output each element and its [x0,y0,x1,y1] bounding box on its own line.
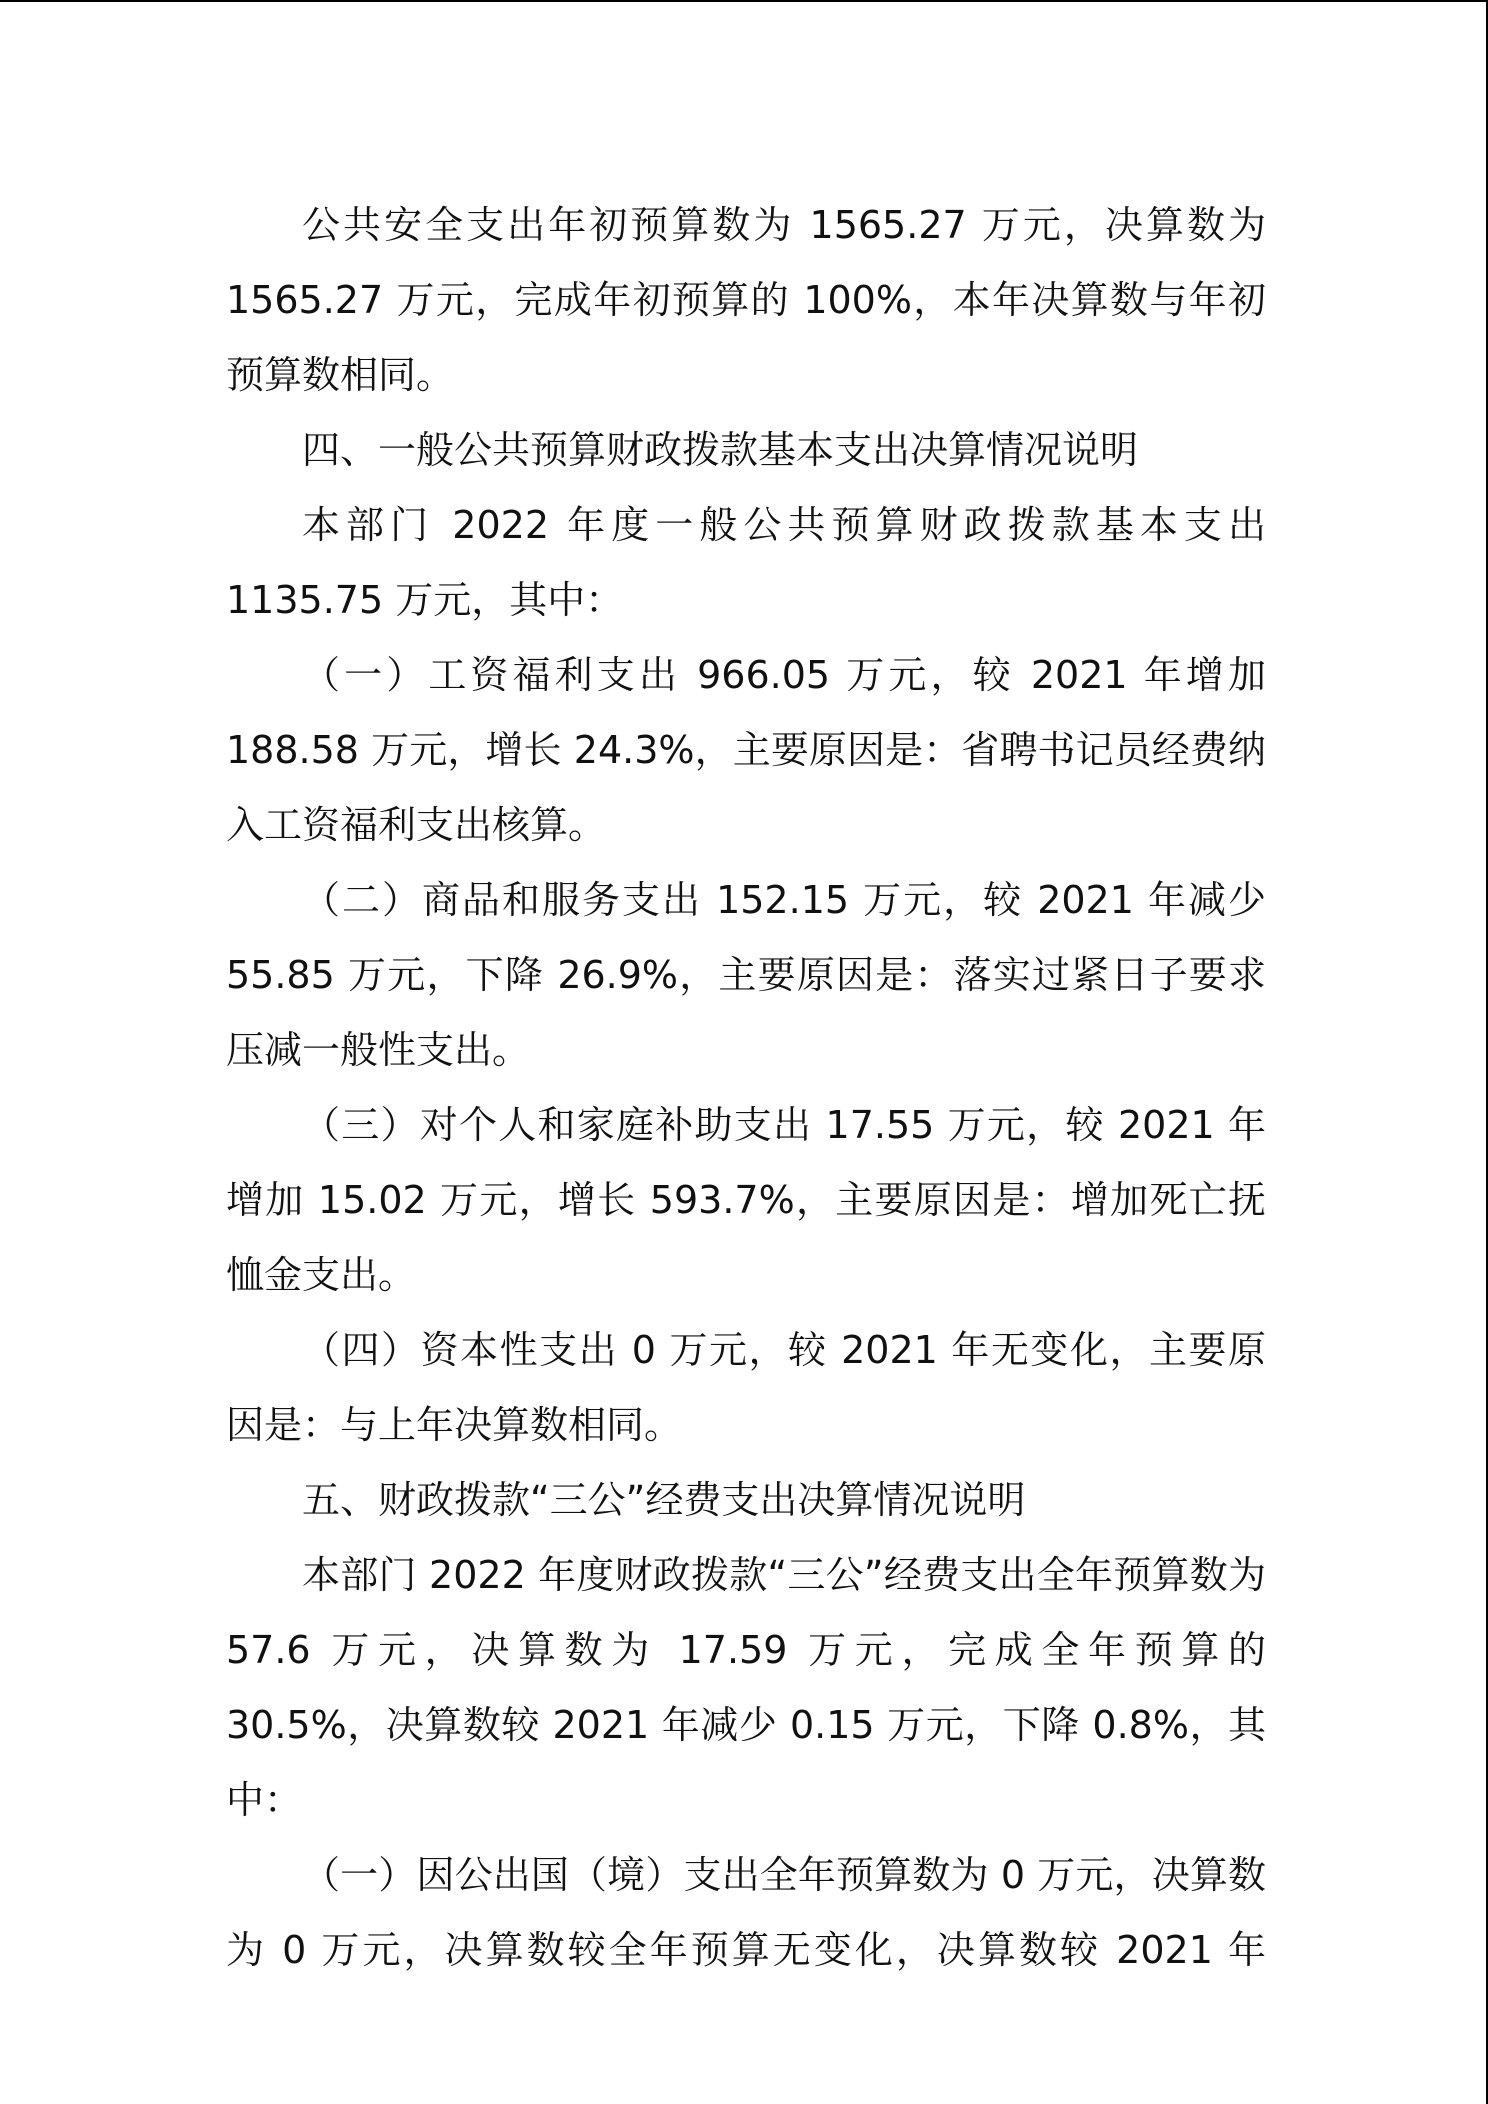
paragraph-basic-expenditure: 本部门 2022 年度一般公共预算财政拨款基本支出 1135.75 万元，其中： [226,503,1266,622]
page-top-border [0,0,1488,2]
paragraph-capital-expenditure: （四）资本性支出 0 万元，较 2021 年无变化，主要原因是：与上年决算数相同。 [226,1328,1266,1447]
paragraph-salary-welfare: （一）工资福利支出 966.05 万元，较 2021 年增加 188.58 万元，增长 24.3%，主要原因是：省聘书记员经费纳入工资福利支出核算。 [226,653,1266,847]
paragraph-goods-services: （二）商品和服务支出 152.15 万元，较 2021 年减少 55.85 万元，下降 26.9%，主要原因是：落实过紧日子要求压减一般性支出。 [226,878,1266,1072]
section-heading-4: 四、一般公共预算财政拨款基本支出决算情况说明 [302,428,1139,472]
document-page [226,188,1266,1988]
paragraph-household-subsidy: （三）对个人和家庭补助支出 17.55 万元，较 2021 年增加 15.02 万元，增长 593.7%，主要原因是：增加死亡抚恤金支出。 [226,1103,1266,1297]
paragraph-three-public-funds: 本部门 2022 年度财政拨款“三公”经费支出全年预算数为 57.6 万元，决算数为 17.59 万元，完成全年预算的 30.5%，决算数较 2021 年减少 0.15 万元，下降 0.8%，其中： [226,1553,1266,1822]
section-heading-5: 五、财政拨款“三公”经费支出决算情况说明 [302,1478,1026,1522]
paragraph-overseas-travel: （一）因公出国（境）支出全年预算数为 0 万元，决算数为 0 万元，决算数较全年预算无变化，决算数较 2021 年 [226,1853,1266,1972]
paragraph-public-security: 公共安全支出年初预算数为 1565.27 万元，决算数为 1565.27 万元，完成年初预算的 100%，本年决算数与年初预算数相同。 [226,203,1266,397]
